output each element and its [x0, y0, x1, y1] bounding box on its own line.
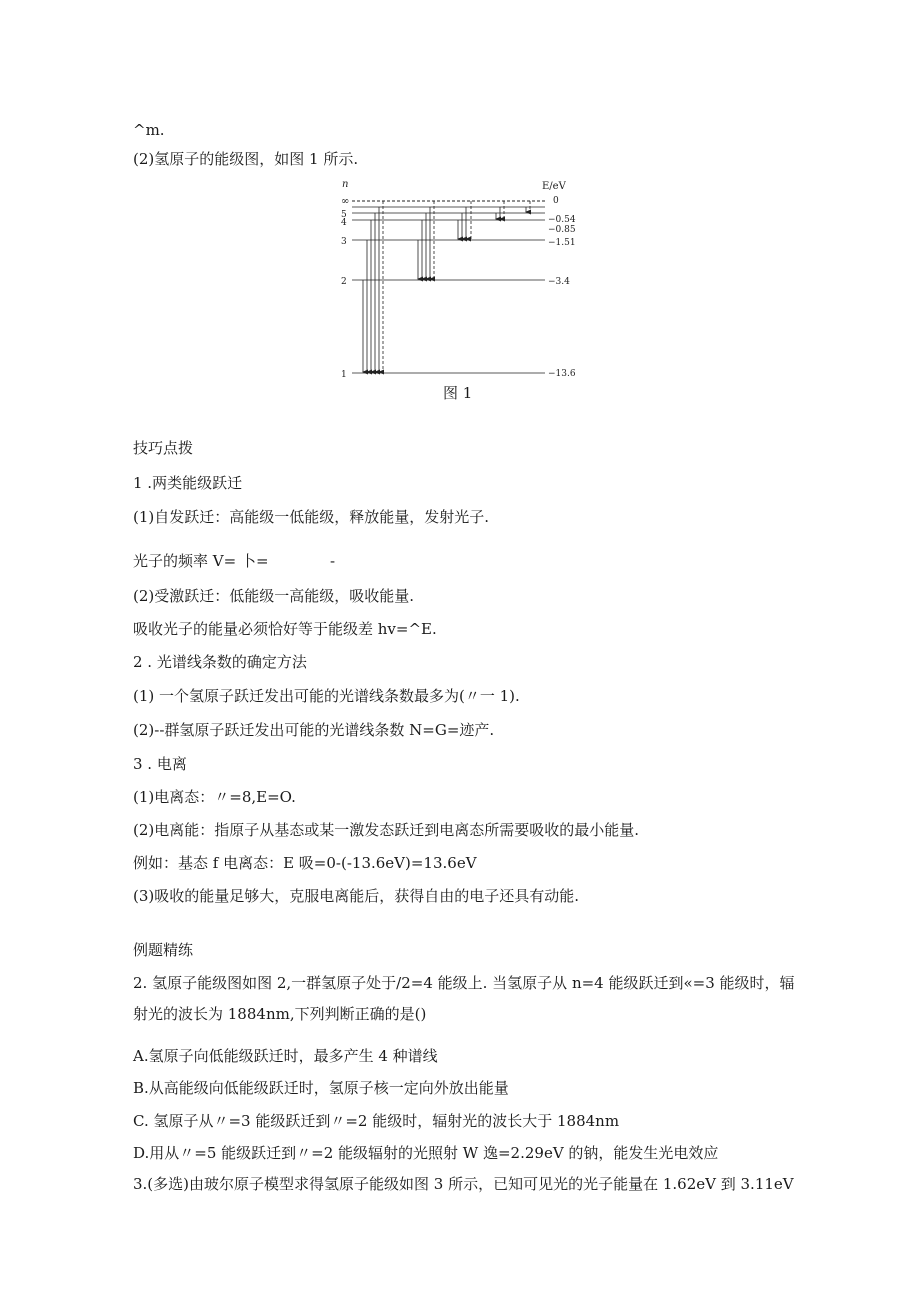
- level-e-2: −3.4: [548, 277, 570, 287]
- level-e-3: −1.51: [548, 238, 576, 248]
- tips-s2-para-1: (1) 一个氢原子跃迁发出可能的光谱线条数最多为(〃一 1).: [133, 687, 520, 705]
- tips-s1-dash: -: [330, 552, 336, 570]
- tips-heading: 技巧点拨: [133, 439, 194, 457]
- tips-s1-para-1: (1)自发跃迁：高能级一低能级，释放能量，发射光子.: [133, 508, 490, 526]
- tips-section-1-title: 1 .两类能级跃迁: [133, 474, 243, 492]
- level-e-4: −0.85: [548, 225, 576, 235]
- tips-s3-para-1: (1)电离态：〃=8,E=O.: [133, 788, 296, 806]
- figure-intro: (2)氢原子的能级图，如图 1 所示.: [133, 150, 359, 168]
- tips-s1-para-3: 吸收光子的能量必须恰好等于能级差 hv=^E.: [133, 620, 437, 638]
- level-n-inf: ∞: [341, 196, 350, 207]
- tips-s3-para-2: (2)电离能：指原子从基态或某一激发态跃迁到电离态所需要吸收的最小能量.: [133, 821, 640, 839]
- tips-s3-para-3: 例如：基态 f 电离态：E 吸=0-(-13.6eV)=13.6eV: [133, 854, 477, 872]
- tips-section-3-title: 3 . 电离: [133, 755, 187, 773]
- level-n-3: 3: [341, 237, 347, 247]
- tips-s1-para-2: (2)受激跃迁：低能级一高能级，吸收能量.: [133, 587, 415, 605]
- energy-axis-label: E/eV: [542, 181, 566, 192]
- tips-s2-para-2: (2)--群氢原子跃迁发出可能的光谱线条数 N=G=迹产.: [133, 721, 495, 739]
- examples-heading: 例题精练: [133, 941, 194, 959]
- level-n-4: 4: [341, 218, 347, 228]
- text-fragment: ^m.: [133, 121, 165, 139]
- tips-s1-frequency: 光子的频率 V= 卜=: [133, 552, 269, 570]
- option-d: D.用从〃=5 能级跃迁到〃=2 能级辐射的光照射 W 逸=2.29eV 的钠，能发生光电效应: [133, 1144, 719, 1162]
- option-b: B.从高能级向低能级跃迁时，氢原子核一定向外放出能量: [133, 1079, 509, 1097]
- tips-section-2-title: 2 . 光谱线条数的确定方法: [133, 653, 307, 671]
- option-a: A.氢原子向低能级跃迁时，最多产生 4 种谱线: [133, 1047, 438, 1065]
- level-n-1: 1: [341, 370, 347, 380]
- level-e-inf: 0: [553, 196, 559, 206]
- question-2-line-1: 2. 氢原子能级图如图 2,一群氢原子处于/2=4 能级上. 当氢原子从 n=4 能级跃迁到«=3 能级时，辐: [133, 974, 795, 992]
- n-axis-label: n: [342, 179, 349, 190]
- question-3-line-1: 3.(多选)由玻尔原子模型求得氢原子能级如图 3 所示，已知可见光的光子能量在 1.62eV 到 3.11eV: [133, 1175, 794, 1193]
- option-c: C. 氢原子从〃=3 能级跃迁到〃=2 能级时，辐射光的波长大于 1884nm: [133, 1112, 620, 1130]
- level-e-5: −0.54: [548, 215, 576, 225]
- tips-s3-para-4: (3)吸收的能量足够大，克服电离能后，获得自由的电子还具有动能.: [133, 887, 580, 905]
- figure-caption: 图 1: [443, 384, 473, 402]
- level-n-5: 5: [341, 210, 347, 220]
- energy-level-diagram: [330, 176, 590, 386]
- level-n-2: 2: [341, 277, 347, 287]
- question-2-line-2: 射光的波长为 1884nm,下列判断正确的是(): [133, 1005, 427, 1023]
- level-e-1: −13.6: [548, 369, 576, 379]
